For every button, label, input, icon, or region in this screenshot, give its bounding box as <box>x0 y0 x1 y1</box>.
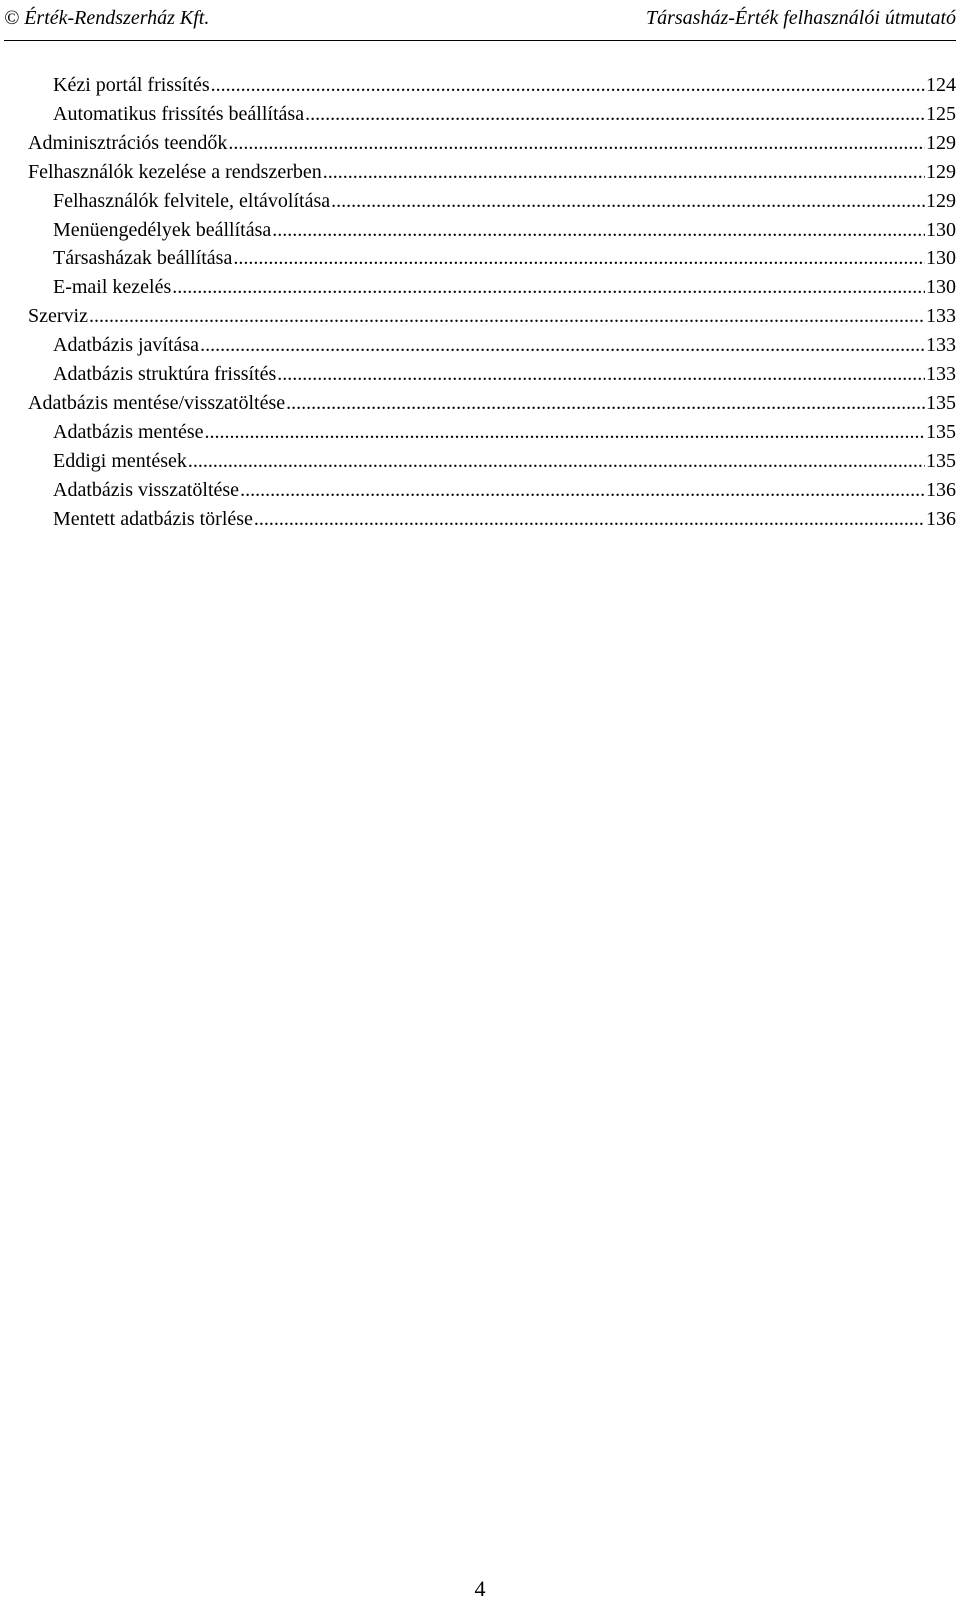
toc-entry-title: Automatikus frissítés beállítása <box>53 102 305 125</box>
running-header <box>4 4 956 32</box>
toc-dot-leader <box>228 129 925 157</box>
toc-entry-title: Adminisztrációs teendők <box>28 131 228 154</box>
header-copyright: © Érték-Rendszerház Kft. <box>4 7 210 29</box>
toc-entry-page: 133 <box>926 334 956 357</box>
toc-entry-title: Adatbázis visszatöltése <box>53 478 240 501</box>
toc-dot-leader <box>323 158 925 186</box>
toc-entry-title: Adatbázis struktúra frissítés <box>53 363 277 385</box>
toc-entry-title: Adatbázis mentése/visszatöltése <box>28 391 286 414</box>
toc-entry[interactable] <box>53 187 956 215</box>
toc-dot-leader <box>331 187 925 215</box>
toc-entry-page: 136 <box>926 478 956 501</box>
toc-entry-page: 130 <box>926 276 956 299</box>
toc-entry-title: Eddigi mentések <box>53 449 187 472</box>
toc-dot-leader <box>205 418 926 446</box>
toc-entry[interactable] <box>53 244 956 272</box>
toc-entry-title: Társasházak beállítása <box>53 247 233 270</box>
toc-entry[interactable] <box>53 273 956 301</box>
toc-dot-leader <box>272 216 925 244</box>
toc-entry-page: 130 <box>926 247 956 270</box>
toc-dot-leader <box>233 244 925 272</box>
toc-entry[interactable] <box>53 216 956 244</box>
toc-entry[interactable] <box>53 360 956 388</box>
toc-dot-leader <box>286 389 925 417</box>
toc-dot-leader <box>200 331 925 359</box>
toc-entry-title: Menüengedélyek beállítása <box>53 218 272 241</box>
toc-entry[interactable] <box>53 331 956 359</box>
toc-entry-title: E-mail kezelés <box>53 276 172 299</box>
header-rule <box>4 40 956 41</box>
page-number: 4 <box>474 1576 486 1601</box>
toc-entry-page: 124 <box>926 74 956 96</box>
toc-entry[interactable] <box>28 389 956 417</box>
toc-dot-leader <box>305 100 925 128</box>
header-document-title: Társasház-Érték felhasználói útmutató <box>645 7 956 29</box>
toc-entry-page: 135 <box>926 449 956 472</box>
toc-dot-leader <box>211 71 925 99</box>
toc-entry[interactable] <box>28 129 956 157</box>
toc-entry-page: 136 <box>926 507 956 530</box>
toc-entry-title: Mentett adatbázis törlése <box>53 507 253 530</box>
toc-entry[interactable] <box>53 447 956 475</box>
toc-entry-title: Szerviz <box>28 305 88 328</box>
toc-entry[interactable] <box>53 100 956 128</box>
toc-dot-leader <box>277 360 925 388</box>
toc-entry-title: Kézi portál frissítés <box>53 74 210 96</box>
toc-entry-page: 133 <box>926 363 956 385</box>
toc-entry[interactable] <box>53 418 956 446</box>
toc-entry-page: 135 <box>926 420 956 443</box>
toc-entry-page: 129 <box>926 160 956 183</box>
toc-entry-page: 129 <box>926 131 956 154</box>
toc-entry-page: 130 <box>926 218 956 241</box>
toc-entry[interactable] <box>28 158 956 186</box>
toc-entry-title: Adatbázis mentése <box>53 420 204 443</box>
toc-entry[interactable] <box>53 505 956 533</box>
toc-dot-leader <box>188 447 925 475</box>
toc-entry-title: Felhasználók felvitele, eltávolítása <box>53 189 331 212</box>
toc-entry[interactable] <box>28 302 956 330</box>
toc-dot-leader <box>172 273 925 301</box>
toc-dot-leader <box>254 505 925 533</box>
toc-entry-title: Felhasználók kezelése a rendszerben <box>28 160 322 183</box>
toc-entry-page: 129 <box>926 189 956 212</box>
toc-dot-leader <box>89 302 925 330</box>
toc-entry[interactable] <box>53 71 956 99</box>
toc-entry-page: 125 <box>926 102 956 125</box>
toc-entry-page: 135 <box>926 391 956 414</box>
toc-entry-page: 133 <box>926 305 956 328</box>
toc-entry-title: Adatbázis javítása <box>53 334 200 357</box>
toc-dot-leader <box>240 476 925 504</box>
toc-entry[interactable] <box>53 476 956 504</box>
